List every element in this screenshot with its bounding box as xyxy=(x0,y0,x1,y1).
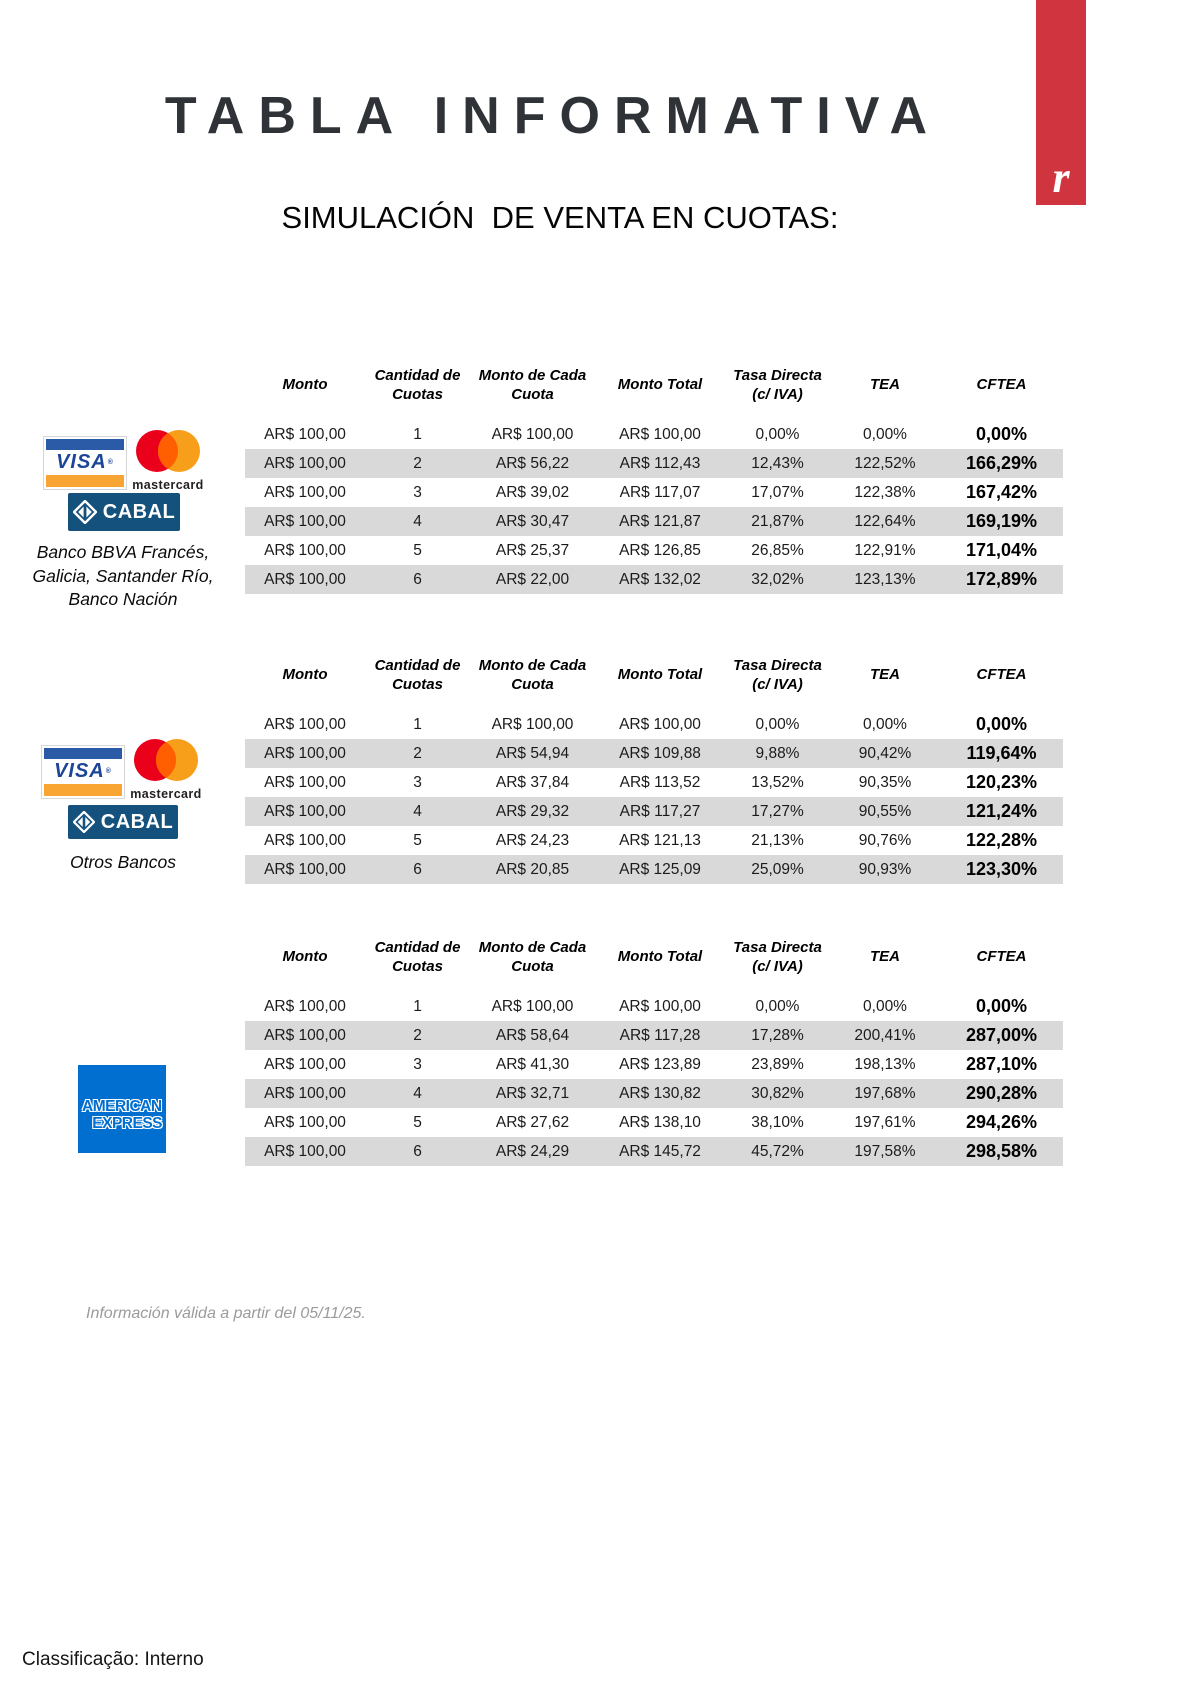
table-cell: 4 xyxy=(413,512,422,530)
registered-mark: ® xyxy=(107,459,114,466)
col-header-cftea: CFTEA xyxy=(976,376,1027,394)
visa-blue-band xyxy=(44,748,122,759)
col-header-tasa-directa: Tasa Directa (c/ IVA) xyxy=(733,656,822,693)
table-cell: 26,85% xyxy=(751,541,804,559)
bank-label-line: Banco BBVA Francés, xyxy=(36,542,210,562)
table-cell: AR$ 100,00 xyxy=(264,483,346,501)
table-row xyxy=(245,478,1063,507)
table-cell: 23,89% xyxy=(751,1055,804,1073)
table-cell: 0,00% xyxy=(755,425,800,443)
table-cell: AR$ 100,00 xyxy=(264,1026,346,1044)
table-cell: 1 xyxy=(413,997,422,1015)
table-cell: AR$ 39,02 xyxy=(495,483,570,501)
table-cell: 17,28% xyxy=(751,1026,804,1044)
table-otros-bancos xyxy=(245,646,1063,884)
table-row xyxy=(245,1108,1063,1137)
table-cell: 90,42% xyxy=(858,744,912,762)
table-header-row xyxy=(245,928,1063,986)
col-header-tasa-directa: Tasa Directa (c/ IVA) xyxy=(733,366,822,403)
visa-wordmark: VISA ® xyxy=(54,760,112,782)
table-cell: 2 xyxy=(413,454,422,472)
table-cell: AR$ 54,94 xyxy=(495,744,570,762)
table-cell: AR$ 20,85 xyxy=(495,860,570,878)
table-cell: 90,35% xyxy=(858,773,912,791)
table-row xyxy=(245,739,1063,768)
table-cell: 120,23% xyxy=(965,772,1038,792)
table-row xyxy=(245,855,1063,884)
table-header-row xyxy=(245,356,1063,414)
american-express-logo xyxy=(78,1065,166,1153)
table-cell: AR$ 24,29 xyxy=(495,1142,570,1160)
table-cell: 121,24% xyxy=(965,801,1038,821)
col-header-cantidad-cuotas: Cantidad de Cuotas xyxy=(374,366,461,403)
table-cell: 123,30% xyxy=(965,859,1038,879)
visa-wordmark: VISA ® xyxy=(56,451,114,473)
table-cell: 0,00% xyxy=(863,715,907,733)
table-cell: 0,00% xyxy=(975,996,1028,1016)
table-cell: 45,72% xyxy=(751,1142,804,1160)
cabal-wordmark: CABAL xyxy=(102,500,176,523)
table-row xyxy=(245,449,1063,478)
table-cell: AR$ 100,00 xyxy=(264,831,346,849)
col-header-cftea: CFTEA xyxy=(976,666,1027,684)
table-cell: AR$ 24,23 xyxy=(495,831,570,849)
table-cell: AR$ 25,37 xyxy=(495,541,570,559)
table-cell: AR$ 37,84 xyxy=(495,773,570,791)
table-cell: 0,00% xyxy=(863,997,907,1015)
cabal-logo xyxy=(68,805,178,839)
table-row xyxy=(245,768,1063,797)
page-title: TABLA INFORMATIVA xyxy=(164,87,942,145)
table-row xyxy=(245,565,1063,594)
table-cell: 1 xyxy=(413,425,422,443)
bank-label-line: Banco Nación xyxy=(68,589,178,609)
table-cell: AR$ 100,00 xyxy=(619,715,701,733)
col-header-monto-cuota: Monto de Cada Cuota xyxy=(478,366,587,403)
col-header-tasa-directa: Tasa Directa (c/ IVA) xyxy=(733,938,822,975)
table-cell: 0,00% xyxy=(755,715,800,733)
table-cell: AR$ 123,89 xyxy=(619,1055,701,1073)
table-cell: 197,61% xyxy=(854,1113,916,1131)
table-cell: 123,13% xyxy=(854,570,916,588)
visa-gold-band xyxy=(46,475,124,487)
table-cell: AR$ 22,00 xyxy=(495,570,570,588)
table-cell: 5 xyxy=(413,1113,422,1131)
table-cell: 9,88% xyxy=(755,744,800,762)
registered-mark: ® xyxy=(105,768,112,775)
table-cell: AR$ 112,43 xyxy=(619,454,701,472)
table-cell: 6 xyxy=(413,1142,422,1160)
table-cell: 25,09% xyxy=(751,860,804,878)
table-row xyxy=(245,536,1063,565)
cabal-logo xyxy=(68,493,180,531)
table-cell: AR$ 100,00 xyxy=(619,425,701,443)
table-cell: 4 xyxy=(413,802,422,820)
table-cell: 287,10% xyxy=(965,1054,1038,1074)
amex-wordmark-line1: AMERICAN xyxy=(82,1098,162,1115)
table-cell: AR$ 100,00 xyxy=(264,802,346,820)
table-cell: 17,07% xyxy=(751,483,804,501)
table-cell: AR$ 117,27 xyxy=(619,802,701,820)
table-cell: 90,93% xyxy=(858,860,912,878)
mastercard-wordmark: mastercard xyxy=(130,787,202,801)
table-cell: 122,38% xyxy=(854,483,916,501)
table-amex xyxy=(245,928,1063,1166)
table-cell: 287,00% xyxy=(965,1025,1038,1045)
bank-group-label xyxy=(5,541,241,612)
bank-group-label xyxy=(5,851,241,875)
table-cell: 3 xyxy=(413,773,422,791)
table-cell: 167,42% xyxy=(965,482,1038,502)
table-cell: AR$ 100,00 xyxy=(491,425,574,443)
table-cell: AR$ 32,71 xyxy=(495,1084,570,1102)
col-header-monto: Monto xyxy=(282,376,328,394)
table-row xyxy=(245,826,1063,855)
table-cell: AR$ 100,00 xyxy=(264,860,346,878)
table-body xyxy=(245,420,1063,594)
table-cell: AR$ 130,82 xyxy=(619,1084,701,1102)
table-cell: 122,91% xyxy=(854,541,916,559)
table-cell: AR$ 132,02 xyxy=(619,570,701,588)
table-cell: 6 xyxy=(413,570,422,588)
visa-blue-band xyxy=(46,439,124,450)
cabal-diamond-icon xyxy=(73,500,97,524)
table-cell: AR$ 100,00 xyxy=(264,744,346,762)
table-cell: 32,02% xyxy=(751,570,804,588)
table-cell: 172,89% xyxy=(965,569,1038,589)
table-cell: 122,52% xyxy=(854,454,916,472)
col-header-tea: TEA xyxy=(870,376,900,394)
table-cell: 3 xyxy=(413,1055,422,1073)
mastercard-circles-icon xyxy=(133,429,203,475)
bank-label-line: Galicia, Santander Río, xyxy=(32,565,214,586)
table-cell: 21,87% xyxy=(751,512,804,530)
table-cell: 13,52% xyxy=(751,773,804,791)
table-cell: 122,64% xyxy=(854,512,916,530)
col-header-monto-cuota: Monto de Cada Cuota xyxy=(478,938,587,975)
table-body xyxy=(245,710,1063,884)
col-header-monto-cuota: Monto de Cada Cuota xyxy=(478,656,587,693)
col-header-monto: Monto xyxy=(282,666,328,684)
table-cell: AR$ 126,85 xyxy=(619,541,701,559)
table-row xyxy=(245,1079,1063,1108)
mastercard-logo xyxy=(131,429,205,492)
table-cell: 17,27% xyxy=(751,802,804,820)
table-cell: AR$ 100,00 xyxy=(264,1055,346,1073)
table-cell: 4 xyxy=(413,1084,422,1102)
table-cell: 30,82% xyxy=(751,1084,804,1102)
table-row xyxy=(245,1021,1063,1050)
table-cell: 290,28% xyxy=(965,1083,1038,1103)
col-header-tea: TEA xyxy=(870,666,900,684)
table-cell: 12,43% xyxy=(751,454,804,472)
table-row xyxy=(245,797,1063,826)
table-cell: AR$ 125,09 xyxy=(619,860,701,878)
mastercard-circles-icon xyxy=(131,738,201,784)
table-cell: AR$ 145,72 xyxy=(619,1142,701,1160)
table-cell: AR$ 100,00 xyxy=(264,997,346,1015)
table-row xyxy=(245,710,1063,739)
table-cell: 90,55% xyxy=(858,802,912,820)
table-cell: AR$ 100,00 xyxy=(264,512,346,530)
col-header-monto-total: Monto Total xyxy=(617,376,703,394)
table-cell: AR$ 100,00 xyxy=(619,997,701,1015)
table-row xyxy=(245,507,1063,536)
validity-note: Información válida a partir del 05/11/25. xyxy=(86,1305,366,1322)
table-cell: AR$ 117,28 xyxy=(619,1026,701,1044)
table-cell: AR$ 27,62 xyxy=(495,1113,570,1131)
table-cell: 298,58% xyxy=(965,1141,1038,1161)
cabal-wordmark: CABAL xyxy=(100,810,174,833)
table-cell: 119,64% xyxy=(966,743,1037,763)
table-cell: 122,28% xyxy=(965,830,1038,850)
table-body xyxy=(245,992,1063,1166)
table-cell: AR$ 58,64 xyxy=(495,1026,570,1044)
table-cell: AR$ 100,00 xyxy=(491,715,574,733)
table-cell: 197,68% xyxy=(854,1084,916,1102)
table-cell: AR$ 100,00 xyxy=(264,773,346,791)
table-cell: AR$ 29,32 xyxy=(495,802,570,820)
table-cell: AR$ 30,47 xyxy=(495,512,570,530)
col-header-tea: TEA xyxy=(870,948,900,966)
table-cell: AR$ 100,00 xyxy=(491,997,574,1015)
table-cell: 2 xyxy=(413,1026,422,1044)
table-cell: AR$ 56,22 xyxy=(495,454,570,472)
table-row xyxy=(245,1050,1063,1079)
table-cell: 294,26% xyxy=(965,1112,1038,1132)
brand-r-logo: r xyxy=(1052,153,1070,202)
table-cell: 5 xyxy=(413,831,422,849)
table-cell: 0,00% xyxy=(863,425,907,443)
visa-logo xyxy=(44,437,126,489)
amex-wordmark-line2: EXPRESS xyxy=(92,1115,162,1132)
table-row xyxy=(245,420,1063,449)
table-cell: AR$ 121,13 xyxy=(619,831,701,849)
table-cell: AR$ 117,07 xyxy=(619,483,701,501)
table-cell: 171,04% xyxy=(965,540,1038,560)
table-banks-bbva xyxy=(245,356,1063,594)
mastercard-logo xyxy=(129,738,203,801)
table-cell: 3 xyxy=(413,483,422,501)
visa-gold-band xyxy=(44,784,122,796)
table-cell: 0,00% xyxy=(975,424,1028,444)
table-row xyxy=(245,992,1063,1021)
table-cell: 21,13% xyxy=(751,831,804,849)
table-cell: AR$ 100,00 xyxy=(264,454,346,472)
table-cell: AR$ 41,30 xyxy=(495,1055,570,1073)
table-cell: AR$ 113,52 xyxy=(619,773,701,791)
col-header-cftea: CFTEA xyxy=(976,948,1027,966)
visa-logo xyxy=(42,746,124,798)
col-header-cantidad-cuotas: Cantidad de Cuotas xyxy=(374,656,461,693)
col-header-monto: Monto xyxy=(282,948,328,966)
table-cell: AR$ 100,00 xyxy=(264,1084,346,1102)
table-cell: 38,10% xyxy=(751,1113,804,1131)
classification-label: Classificação: Interno xyxy=(22,1649,204,1670)
cabal-diamond-icon xyxy=(73,811,95,833)
table-cell: 198,13% xyxy=(854,1055,916,1073)
page-subtitle: SIMULACIÓN DE VENTA EN CUOTAS: xyxy=(281,200,839,235)
table-cell: AR$ 100,00 xyxy=(264,1142,346,1160)
table-cell: 6 xyxy=(413,860,422,878)
table-cell: 2 xyxy=(413,744,422,762)
table-cell: AR$ 100,00 xyxy=(264,715,346,733)
table-cell: AR$ 100,00 xyxy=(264,541,346,559)
mastercard-wordmark: mastercard xyxy=(132,478,204,492)
table-cell: AR$ 100,00 xyxy=(264,570,346,588)
table-cell: AR$ 100,00 xyxy=(264,1113,346,1131)
table-cell: AR$ 100,00 xyxy=(264,425,346,443)
table-cell: 1 xyxy=(413,715,422,733)
col-header-monto-total: Monto Total xyxy=(617,948,703,966)
table-cell: 200,41% xyxy=(854,1026,916,1044)
table-row xyxy=(245,1137,1063,1166)
table-cell: 90,76% xyxy=(858,831,912,849)
table-cell: 0,00% xyxy=(975,714,1028,734)
table-cell: 197,58% xyxy=(854,1142,916,1160)
table-cell: AR$ 138,10 xyxy=(619,1113,701,1131)
table-cell: AR$ 109,88 xyxy=(619,744,701,762)
col-header-cantidad-cuotas: Cantidad de Cuotas xyxy=(374,938,461,975)
table-cell: 166,29% xyxy=(965,453,1038,473)
table-cell: 0,00% xyxy=(755,997,800,1015)
col-header-monto-total: Monto Total xyxy=(617,666,703,684)
table-header-row xyxy=(245,646,1063,704)
bank-label-line: Otros Bancos xyxy=(69,852,177,872)
table-cell: 169,19% xyxy=(965,511,1038,531)
table-cell: AR$ 121,87 xyxy=(619,512,701,530)
table-cell: 5 xyxy=(413,541,422,559)
